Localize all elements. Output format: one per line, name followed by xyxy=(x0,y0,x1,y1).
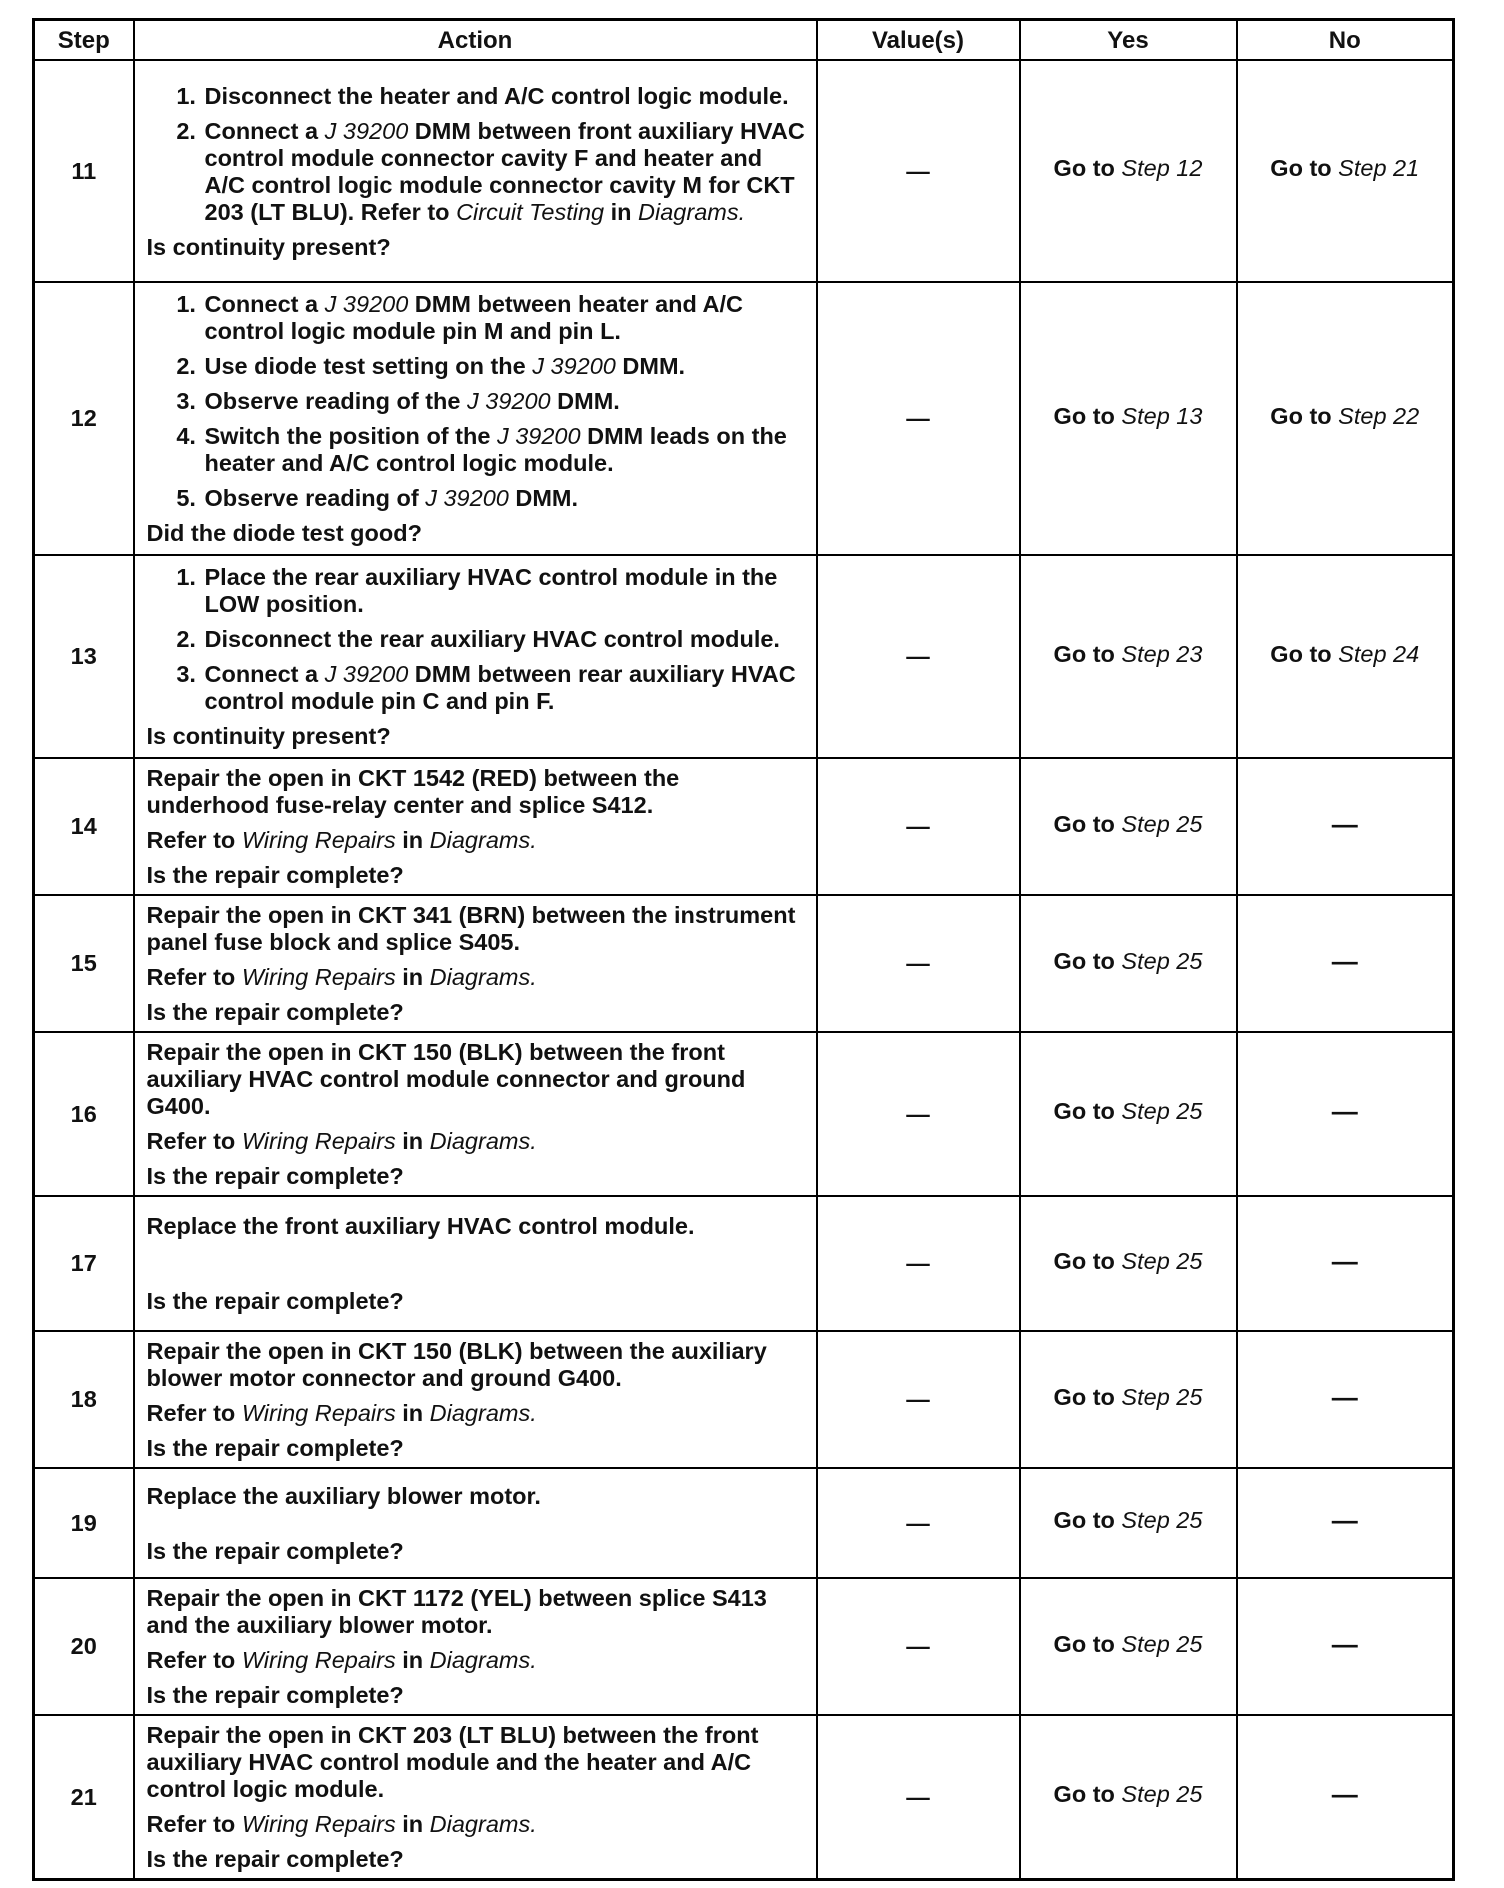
table-row xyxy=(34,1578,1454,1715)
text-run: Repair the open in CKT 150 (BLK) between the auxiliary blower motor connector and ground G400. xyxy=(146,1338,767,1391)
action-cell xyxy=(134,1032,817,1196)
value-cell: — xyxy=(817,555,1020,758)
action-step xyxy=(203,388,808,415)
action-steps xyxy=(147,291,808,512)
action-cell xyxy=(134,282,817,555)
italic-ref: J 39200 xyxy=(466,388,551,414)
step-number: 17 xyxy=(34,1196,134,1331)
action-question: Is the repair complete? xyxy=(146,1288,404,1314)
goto-step-ref: Step 22 xyxy=(1338,402,1420,429)
yes-cell xyxy=(1020,282,1237,555)
italic-ref: J 39200 xyxy=(425,485,509,511)
text-run: Refer to xyxy=(146,1128,242,1154)
action-question: Is the repair complete? xyxy=(146,1163,404,1189)
text-run: Switch the position of the xyxy=(204,423,497,449)
action-step xyxy=(203,423,808,477)
goto-step-ref: Step 13 xyxy=(1121,402,1203,429)
text-run: Repair the open in CKT 150 (BLK) between the front auxiliary HVAC control module connector and ground G400. xyxy=(146,1039,746,1119)
yes-cell xyxy=(1020,1196,1237,1331)
header-step: Step xyxy=(34,20,134,61)
value-cell: — xyxy=(817,895,1020,1032)
yes-cell xyxy=(1020,758,1237,895)
text-run: Repair the open in CKT 341 (BRN) between the instrument panel fuse block and splice S405. xyxy=(146,902,796,955)
goto-prefix: Go to xyxy=(1053,1247,1122,1274)
header-yes: Yes xyxy=(1020,20,1237,61)
text-run: Connect a xyxy=(204,291,325,317)
header-no: No xyxy=(1237,20,1454,61)
action-question: Is continuity present? xyxy=(146,233,391,260)
value-cell: — xyxy=(817,60,1020,282)
table-row xyxy=(34,1032,1454,1196)
no-cell: — xyxy=(1237,1331,1454,1468)
text-run: Connect a xyxy=(204,117,325,144)
goto-prefix: Go to xyxy=(1270,402,1339,429)
action-cell xyxy=(134,895,817,1032)
action-line xyxy=(147,902,808,956)
step-number: 12 xyxy=(34,282,134,555)
action-steps xyxy=(147,83,808,226)
italic-ref: Diagrams. xyxy=(429,1128,537,1154)
step-number: 19 xyxy=(34,1468,134,1578)
step-number: 16 xyxy=(34,1032,134,1196)
text-run: Use diode test setting on the xyxy=(204,353,533,379)
goto-step-ref: Step 25 xyxy=(1121,947,1203,974)
goto-step-ref: Step 12 xyxy=(1121,155,1203,181)
no-cell xyxy=(1237,282,1454,555)
step-number: 20 xyxy=(34,1578,134,1715)
action-line xyxy=(147,1039,808,1120)
goto-prefix: Go to xyxy=(1053,1781,1122,1807)
diagnostic-table xyxy=(32,18,1455,1881)
action-line xyxy=(147,1585,808,1639)
goto-prefix: Go to xyxy=(1053,1507,1122,1533)
action-cell xyxy=(134,1578,817,1715)
italic-ref: Wiring Repairs xyxy=(241,1400,396,1426)
table-row xyxy=(34,758,1454,895)
action-cell xyxy=(134,555,817,758)
action-step xyxy=(203,291,808,345)
table-row xyxy=(34,1331,1454,1468)
goto-step-ref: Step 23 xyxy=(1121,640,1203,667)
table-row xyxy=(34,895,1454,1032)
italic-ref: Wiring Repairs xyxy=(241,827,396,853)
goto-prefix: Go to xyxy=(1053,1098,1122,1124)
yes-cell xyxy=(1020,1578,1237,1715)
text-run: Refer to xyxy=(146,1811,242,1837)
yes-cell xyxy=(1020,1468,1237,1578)
text-run: DMM leads on the heater and A/C control logic module. xyxy=(204,423,787,476)
goto-step-ref: Step 25 xyxy=(1121,1781,1203,1807)
italic-ref: Circuit Testing xyxy=(456,198,605,225)
text-run: Refer to xyxy=(146,1647,242,1673)
text-run: DMM. xyxy=(550,388,620,414)
yes-cell xyxy=(1020,1032,1237,1196)
action-line xyxy=(147,1483,808,1510)
text-run: DMM. xyxy=(615,353,686,379)
no-cell: — xyxy=(1237,1032,1454,1196)
action-line xyxy=(147,1338,808,1392)
text-run: Connect a xyxy=(204,661,325,687)
text-run: Refer to xyxy=(146,827,242,853)
no-cell xyxy=(1237,555,1454,758)
step-number: 18 xyxy=(34,1331,134,1468)
text-run: DMM. xyxy=(508,485,579,511)
header-values: Value(s) xyxy=(817,20,1020,61)
goto-step-ref: Step 25 xyxy=(1121,1247,1203,1274)
italic-ref: Diagrams. xyxy=(638,198,746,225)
table-row xyxy=(34,282,1454,555)
table-row xyxy=(34,555,1454,758)
action-line xyxy=(147,1647,808,1674)
value-cell: — xyxy=(817,1715,1020,1880)
step-number: 13 xyxy=(34,555,134,758)
value-cell: — xyxy=(817,758,1020,895)
text-run: Disconnect the rear auxiliary HVAC control module. xyxy=(204,626,780,652)
no-cell: — xyxy=(1237,1468,1454,1578)
action-question: Is continuity present? xyxy=(146,723,391,749)
step-number: 21 xyxy=(34,1715,134,1880)
yes-cell xyxy=(1020,60,1237,282)
step-number: 14 xyxy=(34,758,134,895)
header-row xyxy=(34,20,1454,61)
no-cell: — xyxy=(1237,758,1454,895)
value-cell: — xyxy=(817,282,1020,555)
no-cell: — xyxy=(1237,895,1454,1032)
action-cell xyxy=(134,758,817,895)
text-run: DMM between rear auxiliary HVAC control module pin C and pin F. xyxy=(204,661,796,714)
italic-ref: J 39200 xyxy=(324,117,409,144)
italic-ref: J 39200 xyxy=(324,661,409,687)
action-step xyxy=(203,661,808,715)
text-run: Repair the open in CKT 203 (LT BLU) between the front auxiliary HVAC control module and the heater and A/C control logic module. xyxy=(146,1722,759,1802)
text-run: DMM between heater and A/C control logic module pin M and pin L. xyxy=(204,291,743,344)
text-run: Observe reading of xyxy=(204,485,426,511)
italic-ref: Diagrams. xyxy=(429,1647,537,1673)
italic-ref: Wiring Repairs xyxy=(241,1128,396,1154)
goto-prefix: Go to xyxy=(1270,640,1339,667)
goto-prefix: Go to xyxy=(1053,640,1122,667)
action-question: Did the diode test good? xyxy=(146,520,422,546)
italic-ref: Diagrams. xyxy=(429,1400,537,1426)
goto-step-ref: Step 21 xyxy=(1338,155,1420,181)
value-cell: — xyxy=(817,1032,1020,1196)
goto-prefix: Go to xyxy=(1053,810,1122,837)
table-row xyxy=(34,1196,1454,1331)
yes-cell xyxy=(1020,895,1237,1032)
italic-ref: J 39200 xyxy=(496,423,581,449)
goto-step-ref: Step 25 xyxy=(1121,1383,1203,1410)
text-run: Refer to xyxy=(146,1400,242,1426)
action-cell xyxy=(134,1196,817,1331)
action-line xyxy=(147,1811,808,1838)
table-row xyxy=(34,1715,1454,1880)
no-cell xyxy=(1237,60,1454,282)
text-run: Replace the auxiliary blower motor. xyxy=(146,1482,541,1509)
action-cell xyxy=(134,1715,817,1880)
action-cell xyxy=(134,60,817,282)
italic-ref: Wiring Repairs xyxy=(241,1811,396,1837)
action-step xyxy=(203,485,808,512)
action-question: Is the repair complete? xyxy=(146,1537,404,1564)
action-step xyxy=(203,626,808,653)
text-run: Observe reading of the xyxy=(204,388,467,414)
goto-prefix: Go to xyxy=(1053,1630,1122,1657)
yes-cell xyxy=(1020,1331,1237,1468)
action-line xyxy=(147,964,808,991)
yes-cell xyxy=(1020,1715,1237,1880)
yes-cell xyxy=(1020,555,1237,758)
action-line xyxy=(147,765,808,819)
text-run: in xyxy=(395,1400,430,1426)
action-question: Is the repair complete? xyxy=(146,862,404,888)
action-step xyxy=(203,118,808,226)
action-spacer xyxy=(147,1518,808,1538)
goto-prefix: Go to xyxy=(1053,947,1122,974)
action-step xyxy=(203,83,808,110)
text-run: DMM between front auxiliary HVAC control module connector cavity F and heater and A/C control logic module connector cavity M for CKT 203 (LT BLU). Refer to xyxy=(204,117,805,225)
value-cell: — xyxy=(817,1468,1020,1578)
no-cell: — xyxy=(1237,1715,1454,1880)
value-cell: — xyxy=(817,1578,1020,1715)
table-row xyxy=(34,1468,1454,1578)
action-line xyxy=(147,1722,808,1803)
action-line xyxy=(147,1400,808,1427)
italic-ref: Wiring Repairs xyxy=(241,964,396,990)
action-line xyxy=(147,1213,808,1240)
text-run: Repair the open in CKT 1172 (YEL) between splice S413 and the auxiliary blower motor. xyxy=(146,1585,767,1638)
action-step xyxy=(203,564,808,618)
text-run: Replace the front auxiliary HVAC control module. xyxy=(146,1213,695,1239)
action-question: Is the repair complete? xyxy=(146,1682,404,1708)
no-cell: — xyxy=(1237,1578,1454,1715)
action-question: Is the repair complete? xyxy=(146,1435,404,1461)
text-run: in xyxy=(395,1128,430,1154)
action-line xyxy=(147,827,808,854)
action-question: Is the repair complete? xyxy=(146,999,404,1025)
text-run: in xyxy=(395,827,430,853)
action-step xyxy=(203,353,808,380)
step-number: 11 xyxy=(34,60,134,282)
goto-step-ref: Step 25 xyxy=(1121,1630,1203,1657)
action-cell xyxy=(134,1331,817,1468)
diagnostic-table-page xyxy=(32,18,1452,1881)
goto-prefix: Go to xyxy=(1053,1383,1122,1410)
header-action: Action xyxy=(134,20,817,61)
italic-ref: Diagrams. xyxy=(429,827,537,853)
text-run: Refer to xyxy=(146,964,242,990)
goto-step-ref: Step 25 xyxy=(1121,1098,1203,1124)
italic-ref: Diagrams. xyxy=(429,964,537,990)
goto-prefix: Go to xyxy=(1053,402,1122,429)
italic-ref: Diagrams. xyxy=(429,1811,537,1837)
value-cell: — xyxy=(817,1331,1020,1468)
step-number: 15 xyxy=(34,895,134,1032)
goto-step-ref: Step 25 xyxy=(1121,1507,1203,1533)
text-run: in xyxy=(395,1647,430,1673)
text-run: Place the rear auxiliary HVAC control module in the LOW position. xyxy=(204,564,778,617)
goto-prefix: Go to xyxy=(1053,155,1122,181)
action-line xyxy=(147,1128,808,1155)
goto-prefix: Go to xyxy=(1270,155,1339,181)
action-steps xyxy=(147,564,808,715)
no-cell: — xyxy=(1237,1196,1454,1331)
text-run: Disconnect the heater and A/C control logic module. xyxy=(204,82,789,109)
goto-step-ref: Step 25 xyxy=(1121,810,1203,837)
goto-step-ref: Step 24 xyxy=(1338,640,1420,667)
text-run: in xyxy=(604,198,639,225)
table-row xyxy=(34,60,1454,282)
action-cell xyxy=(134,1468,817,1578)
text-run: in xyxy=(395,964,430,990)
action-spacer xyxy=(147,1248,808,1288)
value-cell: — xyxy=(817,1196,1020,1331)
text-run: in xyxy=(395,1811,430,1837)
italic-ref: Wiring Repairs xyxy=(241,1647,396,1673)
action-question: Is the repair complete? xyxy=(146,1846,404,1872)
italic-ref: J 39200 xyxy=(532,353,616,379)
text-run: Repair the open in CKT 1542 (RED) between the underhood fuse-relay center and splice S412. xyxy=(146,765,680,818)
italic-ref: J 39200 xyxy=(324,291,409,317)
